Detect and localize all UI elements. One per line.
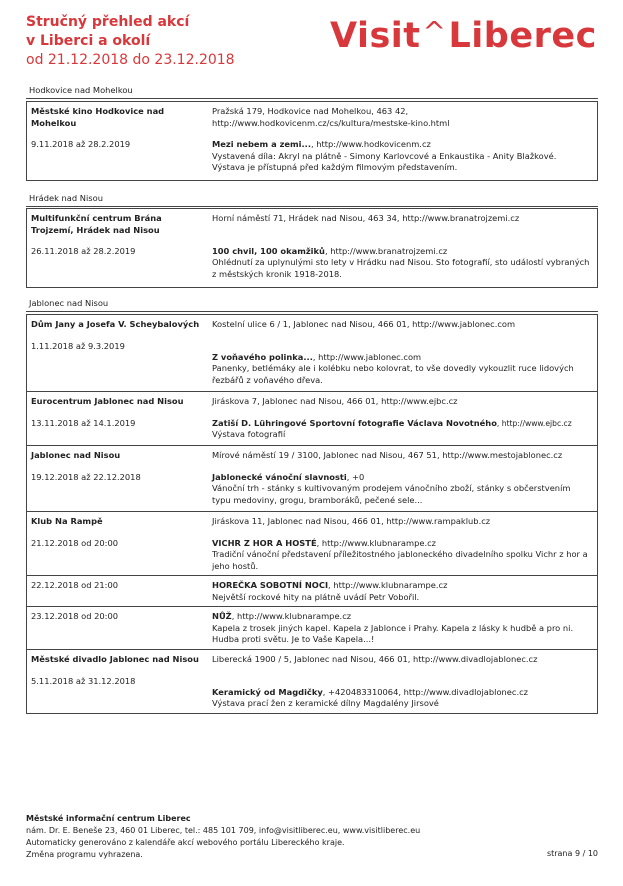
venue-address: Mírové náměstí 19 / 3100, Jablonec nad Nisou, 467 51, http://www.mestojablonec.cz (212, 450, 563, 460)
venue-name: Eurocentrum Jablonec nad Nisou (31, 396, 184, 406)
event-date: 9.11.2018 až 28.2.2019 (31, 139, 131, 149)
venue-name: Dům Jany a Josefa V. Scheybalových (31, 319, 200, 329)
venue-address: Kostelní ulice 6 / 1, Jablonec nad Nisou, 466 01, http://www.jablonec.com (212, 319, 516, 329)
venue-address: Liberecká 1900 / 5, Jablonec nad Nisou, 466 01, http://www.divadlojablonec.cz (212, 654, 538, 664)
event-date: 21.12.2018 od 20:00 (31, 537, 119, 548)
event-description: Kapela z trosek jiných kapel. Kapela z Jablonce i Prahy. Kapela z lásky k hudbě a pro ni. Hudba proti světu. Je to Vaše Kapela...! (212, 622, 574, 644)
logo-word-liberec: Liberec (448, 16, 597, 56)
table-row (27, 209, 597, 287)
section-name: Hodkovice nad Mohelkou (29, 85, 133, 95)
logo-word-visit: Visit (330, 16, 421, 56)
title-line-2: v Liberci a okolí (26, 33, 151, 49)
event-url: , http://www.hodkovicenm.cz (310, 139, 431, 149)
event-title: VICHR Z HOR A HOSTÉ (212, 537, 317, 548)
event-description: Výstava prací žen z keramické dílny Magdalény Jirsové (212, 698, 439, 708)
event-title: Keramický od Magdičky (212, 686, 323, 697)
footer-note-changes: Změna programu vyhrazena. (26, 850, 143, 859)
venue-name: Jablonec nad Nisou (31, 450, 121, 460)
events-table (26, 208, 598, 288)
event-date: 1.11.2018 až 9.3.2019 (31, 340, 125, 351)
venue-name: Městské divadlo Jablonec nad Nisou (31, 654, 199, 664)
footer (26, 813, 598, 861)
event-title: NŮŽ (212, 611, 232, 621)
event-url: , http://www.klubnarampe.cz (328, 580, 448, 590)
section-header (26, 193, 598, 207)
venue-address: Jiráskova 11, Jablonec nad Nisou, 466 01, http://www.rampaklub.cz (212, 516, 491, 526)
events-table (26, 314, 598, 714)
event-date: 13.11.2018 až 14.1.2019 (31, 417, 136, 428)
venue-name: Městské kino Hodkovice nad Mohelkou (31, 106, 165, 128)
event-title: Zatiší D. Lühringové Sportovní fotografie Václava Novotného (212, 417, 497, 428)
document-title (26, 13, 235, 70)
date-range: od 21.12.2018 do 23.12.2018 (26, 52, 235, 68)
table-row (27, 649, 597, 711)
event-url: , http://www.ejbc.cz (496, 418, 572, 428)
event-title: Z voňavého polinka... (212, 351, 313, 362)
event-url: , http://www.klubnarampe.cz (316, 537, 437, 548)
event-url: , +420483310064, http://www.divadlojablonec.cz (322, 686, 529, 697)
event-date: 26.11.2018 až 28.2.2019 (31, 246, 136, 256)
event-description: Vánoční trh - stánky s kultivovaným prodejem vánočního zboží, stánky s občerstvením typu medoviny, grogu, bramboráků, pečené sele... (212, 483, 571, 505)
event-date: 23.12.2018 od 20:00 (31, 611, 119, 621)
event-title: Jablonecké vánoční slavnosti (212, 471, 347, 482)
venue-name: Klub Na Rampě (31, 516, 103, 526)
table-row (27, 102, 597, 180)
event-date: 5.11.2018 až 31.12.2018 (31, 675, 136, 686)
event-title: Mezi nebem a zemi... (212, 139, 311, 149)
section-divider (26, 206, 598, 207)
event-url: , http://www.jablonec.com (312, 351, 422, 362)
title-line-1: Stručný přehled akcí (26, 14, 190, 30)
footer-org: Městské informační centrum Liberec (26, 814, 191, 823)
section-name: Hrádek nad Nisou (29, 193, 103, 203)
section-name: Jablonec nad Nisou (29, 298, 109, 308)
visit-liberec-logo (330, 11, 597, 57)
footer-note-autogen: Automaticky generováno z kalendáře akcí webového portálu Libereckého kraje. (26, 838, 345, 847)
section-header (26, 85, 598, 99)
event-url: , http://www.klubnarampe.cz (231, 611, 352, 621)
event-description: Panenky, betlémáky ale i kolébku nebo kolovrat, to vše dovedly vykouzlit ruce lidových řezbářů z voňavého dřeva. (212, 363, 574, 385)
event-description: Tradiční vánoční představení příležitostného jabloneckého divadelního spolku Vichr z hor a jeho hostů. (212, 549, 588, 571)
event-date: 22.12.2018 od 21:00 (31, 580, 119, 590)
table-row (27, 315, 597, 391)
section-divider (26, 98, 598, 99)
event-url: , +0 (346, 471, 365, 482)
logo-caret: ^ (422, 15, 447, 48)
event-description: Ohlédnutí za uplynulými sto lety v Hrádku nad Nisou. Sto fotografií, sto událostí vybraných z městských kronik 1918-2018. (212, 257, 590, 279)
venue-address: Pražská 179, Hodkovice nad Mohelkou, 463 42, http://www.hodkovicenm.cz/cs/kultura/mestske-kino.html (212, 106, 450, 128)
section-divider (26, 311, 598, 312)
event-description: Největší rockové hity na plátně uvádí Petr Vobořil. (212, 591, 420, 602)
table-row (27, 445, 597, 511)
event-date: 19.12.2018 až 22.12.2018 (31, 471, 141, 482)
venue-address: Horní náměstí 71, Hrádek nad Nisou, 463 34, http://www.branatrojzemi.cz (212, 213, 520, 223)
event-url: , http://www.branatrojzemi.cz (324, 245, 448, 256)
venue-name: Multifunkční centrum Brána Trojzemí, Hrádek nad Nisou (31, 213, 162, 235)
event-title: 100 chvil, 100 okamžiků (212, 245, 325, 256)
table-row (27, 575, 597, 606)
page-number: strana 9 / 10 (546, 849, 598, 858)
table-row (27, 606, 597, 649)
event-title: HOREČKA SOBOTNÍ NOCI (212, 580, 329, 590)
events-table (26, 101, 598, 181)
event-description: Výstava fotografií (212, 429, 286, 439)
table-row (27, 391, 597, 445)
table-row (27, 511, 597, 575)
footer-address: nám. Dr. E. Beneše 23, 460 01 Liberec, tel.: 485 101 709, info@visitliberec.eu, www.visitliberec.eu (26, 826, 421, 835)
venue-address: Jiráskova 7, Jablonec nad Nisou, 466 01, http://www.ejbc.cz (212, 396, 458, 406)
event-description: Vystavená díla: Akryl na plátně - Simony Karlovcové a Enkaustika - Anity Blažkové. Výstava je přístupná před každým filmovým představením. (212, 150, 557, 172)
section-header (26, 298, 598, 312)
